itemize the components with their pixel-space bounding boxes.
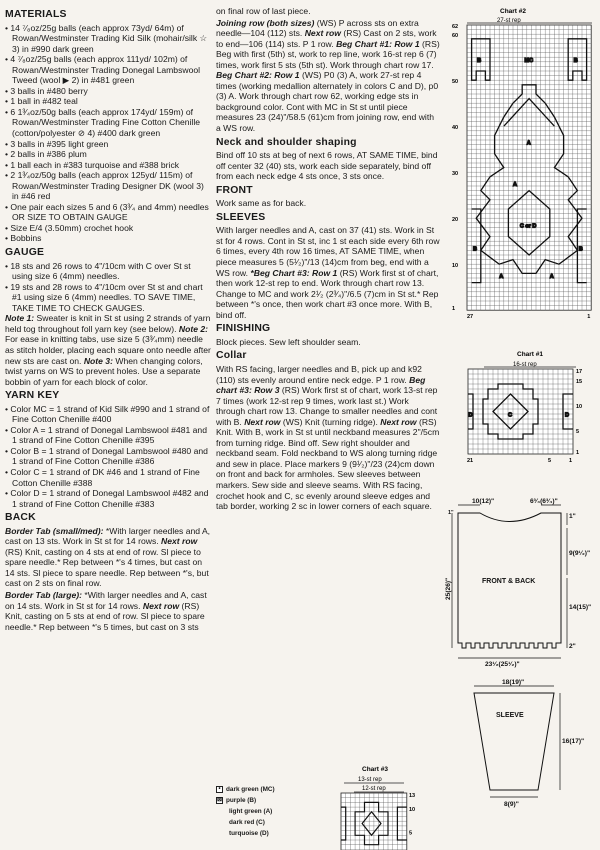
dim-body: 14(15)" xyxy=(569,604,592,611)
bold-lead: Next row xyxy=(304,28,341,39)
body-text: *With larger needles and A, cast on 14 sts. Work in St st for 14 rows. xyxy=(5,589,207,611)
chart-mark: MC xyxy=(524,57,534,64)
row-number: 5 xyxy=(576,429,580,435)
body-text: • One pair each sizes 5 and 6 (3³⁄₄ and 4mm) needles OR SIZE TO OBTAIN GAUGE xyxy=(5,201,209,223)
dim-width: 23¹⁄₂(25¹⁄₂)" xyxy=(485,661,520,668)
legend-label: purple (B) xyxy=(226,797,257,804)
body-text: (RS) Knit. With B, work in St st until neckband measures 2"/5cm from turning ridge. Bind off. Sew right shoulder and neckband seam. Fold neckband to WS along turning ridge and sew in place. Place markers 9 (9¹⁄₂)"/23 (24)cm down on front and back for armholes. Sew sleeves between markers. Sew side and sleeve seams. With RS facing, crochet hook and C, sc evenly around sleeve edges and tab border, working 2 sc in lower corners of each square. xyxy=(216,416,440,512)
body-text: on final row of last piece. xyxy=(216,6,311,16)
chart-mark: A xyxy=(499,274,504,280)
body-text: (WS) Knit (turning ridge). xyxy=(280,416,381,427)
dim-tab: 2" xyxy=(569,643,576,650)
body-text: • Color B = 1 strand of Donegal Lambswool #480 and 1 strand of Fine Cotton Chenille #386 xyxy=(5,445,208,467)
legend-label: light green (A) xyxy=(229,808,273,815)
middle-heading: FINISHING xyxy=(216,323,271,335)
chart-mark: D xyxy=(468,412,473,419)
bold-lead: Beg Chart #1: Row 1 xyxy=(336,38,420,49)
bold-lead: Next row xyxy=(142,600,180,611)
chart-mark: B xyxy=(472,246,477,253)
bold-lead: Note 1: xyxy=(5,313,35,324)
body-text: (RS) Work first st of chart, then work 12-st rep to end. Work through chart row 13. Change to MC and work 2¹⁄₂ (2³⁄₄)"/6.5 (7)cm in St st.* Rep between *'s once, then work chart #3 once more. With B, bind off. xyxy=(216,267,439,320)
body-text: Sweater is knit in St st using 2 strands of yarn held tog throughout foll yarn key (see below). xyxy=(5,313,211,334)
row-number: 30 xyxy=(452,171,459,178)
row-number: 5 xyxy=(409,830,413,837)
left-heading: YARN KEY xyxy=(5,390,60,402)
sleeve-bottom: 8(9)" xyxy=(504,801,519,808)
body-text: • 4 ⁷⁄₈oz/25g balls (each approx 111yd/ 102m) of Rowan/Westminster Trading Donegal Lambswool Tweed (wool ▶ 2) in #481 green xyxy=(5,54,201,86)
row-number: 10 xyxy=(452,263,459,270)
row-number: 60 xyxy=(452,33,459,40)
row-number: 50 xyxy=(452,79,459,86)
dim-neck-width: 10(12)" xyxy=(472,498,495,505)
sleeve-label: SLEEVE xyxy=(496,712,524,719)
body-text: • Color D = 1 strand of Donegal Lambswool #482 and 1 strand of Fine Cotton Chenille #383 xyxy=(5,488,209,509)
middle-heading: Collar xyxy=(216,350,247,362)
chart-mark: A xyxy=(526,140,531,147)
sleeve-labels xyxy=(496,679,584,808)
col-number: 5 xyxy=(548,458,552,464)
body-text: *With larger needles and A, cast on 13 sts. Work in St st for 14 rows. xyxy=(5,525,211,547)
chart-mark: C or D xyxy=(519,223,537,230)
sleeve-schematic xyxy=(474,686,560,797)
bold-lead: Note 2: xyxy=(178,323,209,334)
row-number: 20 xyxy=(452,217,459,224)
body-text: • Color A = 1 strand of Donegal Lambswool #481 and 1 strand of Fine Cotton Chenille #395 xyxy=(5,424,207,446)
chart-1 xyxy=(467,351,582,464)
chart-mark: B xyxy=(578,246,583,253)
middle-heading: Neck and shoulder shaping xyxy=(216,136,357,148)
legend-label: dark green (MC) xyxy=(226,786,275,793)
middle-heading: FRONT xyxy=(216,184,253,196)
row-number: 40 xyxy=(452,125,459,132)
dim-neck-drop: 1" xyxy=(569,513,576,520)
sleeve-top: 18(19)" xyxy=(502,679,525,686)
body-text: Block pieces. Sew left shoulder seam. xyxy=(216,336,361,347)
body-text: • 14 ⁷⁄₈oz/25g balls (each approx 73yd/ 64m) of Rowan/Westminster Trading Kid Silk (mohair/silk ☆ 3) in #990 dark green xyxy=(5,22,208,54)
row-number: 1 xyxy=(452,306,456,313)
legend-label: turquoise (D) xyxy=(229,830,269,837)
chart-3-rep2: 12-st rep xyxy=(362,786,386,792)
body-text: Bind off 10 sts at beg of next 6 rows, AT SAME TIME, bind off center 32 (40) sts, work each side separately, bind off from each neck edge 4 sts once, 3 sts once. xyxy=(216,150,438,182)
col-number: 21 xyxy=(467,458,474,464)
col-number: 1 xyxy=(587,314,591,321)
body-text: (RS) Beg with first (5th) st, work to rep line, work 16-st rep 6 (7) times, work first 5 sts (5th st). Work through chart row 17. xyxy=(216,38,440,70)
dim-neck-drop-left: 1" xyxy=(448,510,454,516)
body-text: (RS) Knit, casting on 4 sts at end of row. Sl piece to spare needle.* Rep between *'s 4 times, but cast on 14 sts. Sl piece to spare needle. Rep between *'s, but cast on 2 sts on final row. xyxy=(5,546,209,589)
row-number: 13 xyxy=(409,793,416,799)
body-text: (WS) P0 (3) A, work 27-st rep 4 times (working medallion alternately in colors C and D), p0 (3) A. Work through chart row 62, working edge sts in background color. Cont with MC in St st until piece measures 23 (24)"/58.5 (61)cm from joining row, end with a WS row. xyxy=(216,70,439,134)
bold-lead: Next row xyxy=(161,536,198,547)
body-text: • 1 ball each in #383 turquoise and #388 brick xyxy=(5,159,180,170)
middle-heading: SLEEVES xyxy=(216,211,266,223)
bold-lead: Border Tab (small/med): xyxy=(5,525,104,536)
chart-mark: B xyxy=(477,57,482,64)
body-text: (WS) P across sts on extra needle—104 (112) sts. xyxy=(216,17,419,39)
body-text: • 2 balls in #386 plum xyxy=(5,149,87,160)
body-text: For ease in knitting tabs, use size 5 (3³⁄₄mm) needle as stitch holder, placing each square onto needle after new sts are cast on. xyxy=(5,334,211,366)
chart-mark: A xyxy=(549,274,554,280)
body-text: • Color C = 1 strand of DK #46 and 1 strand of Fine Cotton Chenille #388 xyxy=(5,466,200,488)
left-heading: MATERIALS xyxy=(5,9,67,20)
row-number: 17 xyxy=(576,369,583,375)
chart-mark: B xyxy=(573,57,578,64)
body-text: When changing colors, twist yarns on WS to prevent holes. Use a separate bobbin of yarn for each block of color. xyxy=(5,355,203,387)
body-text: • 19 sts and 28 rows to 4"/10cm over St st and chart #1 using size 6 (4mm) needles. TO SAVE TIME, TAKE TIME TO CHECK GAUGES. xyxy=(5,281,203,313)
chart-mark: A xyxy=(513,182,517,188)
body-text: (RS) Work first st of chart, work 13-st rep 7 times (work 12-st rep 9 times, work last st.) Work through chart row 13. Change to smaller needles and cont with B. xyxy=(216,385,438,427)
body-text: • 3 balls in #480 berry xyxy=(5,85,88,96)
body-text: • Color MC = 1 strand of Kid Silk #990 and 1 strand of Fine Cotton Chenille #400 xyxy=(5,403,210,425)
chart-mark: C xyxy=(508,412,512,419)
chart-3 xyxy=(340,766,415,850)
front-back-label: FRONT & BACK xyxy=(482,578,536,585)
bold-lead: Border Tab (large): xyxy=(5,589,83,600)
body-text: • 6 1³⁄₄oz/50g balls (each approx 174yd/ 159m) of Rowan/Westminster Trading Fine Cotton Chenille (cotton/polyester ⊘ 4) #400 dark green xyxy=(5,106,201,139)
row-number: 1 xyxy=(576,450,580,456)
dim-armhole: 9(9¹⁄₂)" xyxy=(569,550,591,557)
row-number: 10 xyxy=(576,404,583,410)
body-text: (RS) Cast on 2 sts, work to end—106 (114) sts. P 1 row. xyxy=(216,28,437,49)
body-text: With larger needles and A, cast on 37 (41) sts. Work in St st for 4 rows. Cont in St st, inc 1 st each side every 6th row 6 times, every 4th row 16 times, AT SAME TIME, when piece measures 5 (5¹⁄₂)"/13 (14)cm from beg, end with a WS row. xyxy=(216,225,440,278)
row-number: 62 xyxy=(452,24,459,30)
body-text: • Size E/4 (3.50mm) crochet hook xyxy=(5,222,134,233)
dim-total-length: 25(26)" xyxy=(445,577,452,600)
body-text: • Bobbins xyxy=(5,233,42,244)
body-text: Work same as for back. xyxy=(216,198,307,209)
sleeve-length: 16(17)" xyxy=(562,738,585,745)
bold-lead: Beg chart #3: Row 3 xyxy=(216,374,426,396)
col-number: 1 xyxy=(569,458,573,464)
chart-2-title: Chart #2 xyxy=(500,8,527,15)
body-text: (RS) Knit, casting on 5 sts at end of row. Sl piece to spare needle.* Rep between *'s 5 times, but cast on 3 sts xyxy=(5,600,205,632)
chart-1-title: Chart #1 xyxy=(517,351,544,358)
body-text: • 1 ball in #482 teal xyxy=(5,96,78,107)
body-text: • 3 balls in #395 light green xyxy=(5,138,109,149)
chart-3-title: Chart #3 xyxy=(362,766,389,773)
left-heading: BACK xyxy=(5,512,36,524)
bold-lead: Next row xyxy=(244,416,281,427)
body-text: With RS facing, larger needles and B, pick up and k92 (110) sts evenly around entire neck edge. P 1 row. xyxy=(216,363,422,385)
bold-lead: Next row xyxy=(380,416,417,427)
bold-lead: Joining row (both sizes) xyxy=(216,17,315,28)
bold-lead: *Beg Chart #3: Row 1 xyxy=(250,267,338,278)
body-text: • 2 1³⁄₄oz/50g balls (each approx 125yd/ 115m) of Rowan/Westminster Trading Designer DK (wool 3) in #46 red xyxy=(5,170,204,202)
bold-lead: Beg Chart #2: Row 1 xyxy=(216,70,300,81)
chart-3-rep1: 13-st rep xyxy=(358,777,382,783)
body-text: • 18 sts and 26 rows to 4"/10cm with C over St st using size 6 (4mm) needles. xyxy=(5,260,191,282)
grid-frame xyxy=(468,369,573,454)
chart-1-rep: 16-st rep xyxy=(513,362,537,368)
dim-shoulder: 6³⁄₄(6³⁄₄)" xyxy=(530,498,558,505)
row-number: 10 xyxy=(409,807,416,814)
left-heading: GAUGE xyxy=(5,247,45,259)
chart-2 xyxy=(452,8,592,320)
col-number: 27 xyxy=(467,314,474,321)
legend-swatch: ⊠ xyxy=(217,797,223,803)
legend-label: dark red (C) xyxy=(229,819,265,826)
chart-mark: D xyxy=(565,412,569,419)
chart-2-rep: 27-st rep xyxy=(497,18,521,24)
legend-swatch: • xyxy=(216,786,223,793)
bold-lead: Note 3: xyxy=(83,355,113,366)
row-number: 15 xyxy=(576,379,583,385)
